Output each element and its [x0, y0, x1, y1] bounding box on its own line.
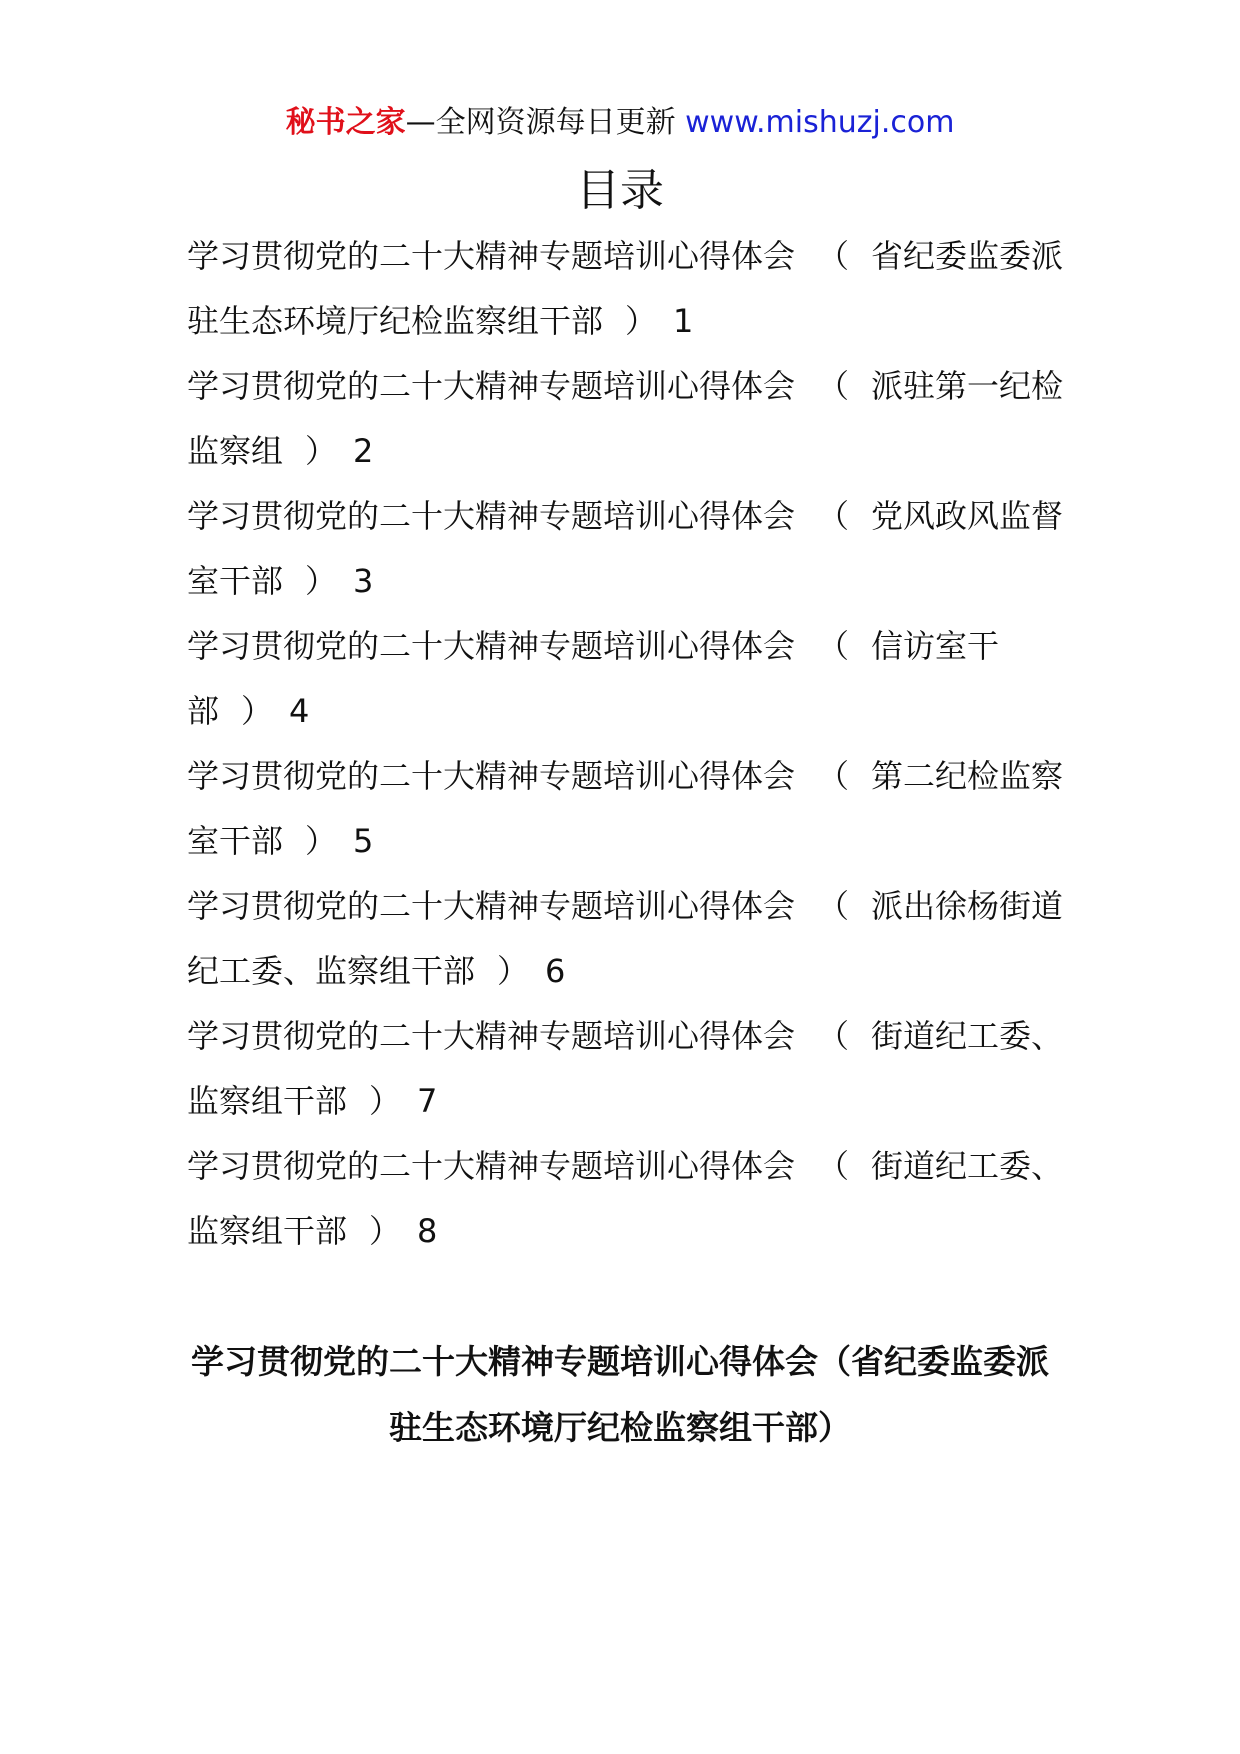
- toc-entry-open-paren: （: [817, 627, 850, 665]
- toc-entry-prefix: 学习贯彻党的二十大精神专题培训心得体会: [187, 887, 796, 925]
- toc-entry-page-number: 5: [353, 822, 374, 860]
- toc-entry-page-number: 7: [417, 1082, 438, 1120]
- toc-entry-prefix: 学习贯彻党的二十大精神专题培训心得体会: [187, 497, 796, 535]
- toc-entry-close-paren: ）: [305, 432, 338, 470]
- toc-entry-prefix: 学习贯彻党的二十大精神专题培训心得体会: [187, 367, 796, 405]
- section-heading: 学习贯彻党的二十大精神专题培训心得体会（省纪委监委派驻生态环境厅纪检监察组干部）: [191, 1342, 1049, 1447]
- toc-entry-prefix: 学习贯彻党的二十大精神专题培训心得体会: [187, 627, 796, 665]
- toc-entry-open-paren: （: [817, 1017, 850, 1055]
- toc-entry-subtitle: 省纪委监委派驻生态环境厅纪检监察组干部: [187, 237, 1064, 340]
- toc-entry-7[interactable]: [187, 1004, 1077, 1134]
- site-header: [0, 103, 1240, 143]
- toc-entry-open-paren: （: [817, 757, 850, 795]
- toc-entry-prefix: 学习贯彻党的二十大精神专题培训心得体会: [187, 1147, 796, 1185]
- toc-entry-subtitle: 派出徐杨街道纪工委、监察组干部: [187, 887, 1064, 990]
- toc-entry-close-paren: ）: [305, 562, 338, 600]
- toc-entry-page-number: 6: [545, 952, 566, 990]
- toc-entry-open-paren: （: [817, 887, 850, 925]
- toc-entry-6[interactable]: [187, 874, 1077, 1004]
- toc-entry-page-number: 3: [353, 562, 374, 600]
- toc-entry-5[interactable]: [187, 744, 1077, 874]
- toc-entry-page-number: 8: [417, 1212, 438, 1250]
- toc-entry-prefix: 学习贯彻党的二十大精神专题培训心得体会: [187, 1017, 796, 1055]
- toc-entry-open-paren: （: [817, 367, 850, 405]
- toc-title: 目录: [576, 165, 664, 216]
- toc-entry-close-paren: ）: [497, 952, 530, 990]
- brand-name: 秘书之家: [285, 105, 406, 140]
- toc-entry-close-paren: ）: [369, 1082, 402, 1120]
- toc-entry-page-number: 4: [289, 692, 310, 730]
- toc-entry-open-paren: （: [817, 237, 850, 275]
- toc-entry-1[interactable]: [187, 224, 1077, 354]
- toc-entry-prefix: 学习贯彻党的二十大精神专题培训心得体会: [187, 237, 796, 275]
- toc-entry-open-paren: （: [817, 497, 850, 535]
- toc-entry-subtitle: 党风政风监督室干部: [187, 497, 1064, 600]
- toc-entry-close-paren: ）: [305, 822, 338, 860]
- toc-entry-8[interactable]: [187, 1134, 1077, 1264]
- toc-entry-4[interactable]: [187, 614, 1077, 744]
- toc-entry-subtitle: 第二纪检监察室干部: [187, 757, 1064, 860]
- toc-entry-subtitle: 街道纪工委、监察组干部: [187, 1017, 1064, 1120]
- toc-entry-prefix: 学习贯彻党的二十大精神专题培训心得体会: [187, 757, 796, 795]
- toc-entry-page-number: 2: [353, 432, 374, 470]
- toc-entry-close-paren: ）: [625, 302, 658, 340]
- site-url-link[interactable]: www.mishuzj.com: [685, 105, 955, 140]
- header-tagline: —全网资源每日更新: [405, 105, 676, 140]
- toc-entry-subtitle: 信访室干部: [187, 627, 1000, 730]
- table-of-contents: [187, 224, 1077, 1264]
- toc-entry-close-paren: ）: [241, 692, 274, 730]
- toc-entry-subtitle: 街道纪工委、监察组干部: [187, 1147, 1064, 1250]
- toc-entry-open-paren: （: [817, 1147, 850, 1185]
- toc-entry-3[interactable]: [187, 484, 1077, 614]
- toc-entry-close-paren: ）: [369, 1212, 402, 1250]
- toc-entry-page-number: 1: [673, 302, 694, 340]
- toc-entry-2[interactable]: [187, 354, 1077, 484]
- toc-entry-subtitle: 派驻第一纪检监察组: [187, 367, 1064, 470]
